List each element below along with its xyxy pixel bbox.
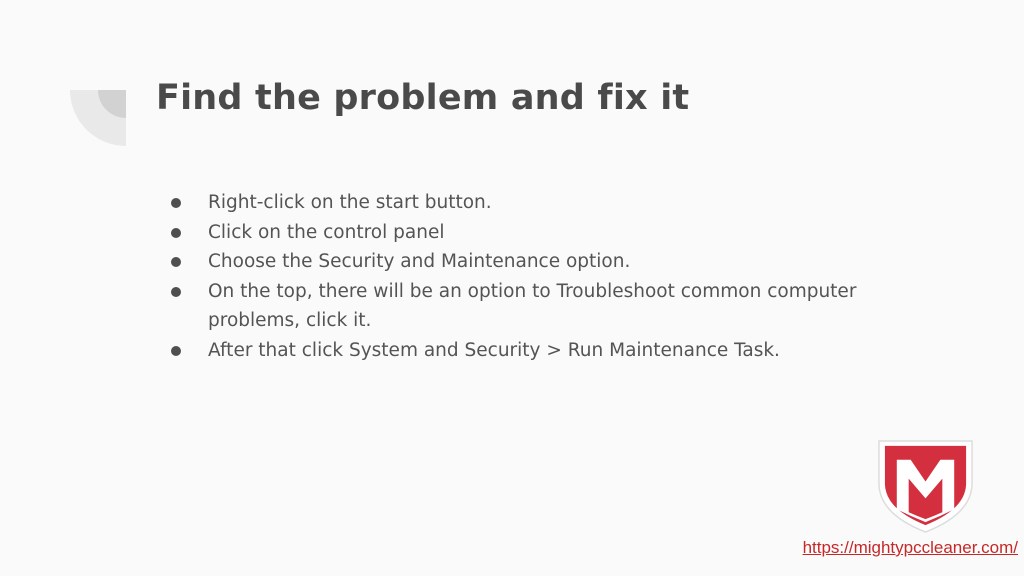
list-item xyxy=(168,277,888,336)
slide-title: Find the problem and fix it xyxy=(156,78,690,118)
list-item xyxy=(168,247,888,277)
bullet-icon xyxy=(171,228,181,238)
list-item xyxy=(168,218,888,248)
shield-m-logo-icon xyxy=(876,437,975,534)
bullet-icon xyxy=(171,346,181,356)
list-item-text: After that click System and Security > Run Maintenance Task. xyxy=(208,339,780,361)
bullet-icon xyxy=(171,257,181,267)
bullet-icon xyxy=(171,287,181,297)
steps-list xyxy=(168,188,888,366)
website-link[interactable]: https://mightypccleaner.com/ xyxy=(802,538,1018,557)
list-item-text: On the top, there will be an option to Troubleshoot common computer problems, click it. xyxy=(208,280,857,332)
decorative-corner-icon xyxy=(70,90,126,146)
list-item-text: Click on the control panel xyxy=(208,221,445,243)
list-item-text: Choose the Security and Maintenance option. xyxy=(208,251,631,273)
list-item xyxy=(168,336,888,366)
list-item-text: Right-click on the start button. xyxy=(208,192,492,213)
list-item xyxy=(168,188,888,218)
bullet-icon xyxy=(171,198,181,208)
